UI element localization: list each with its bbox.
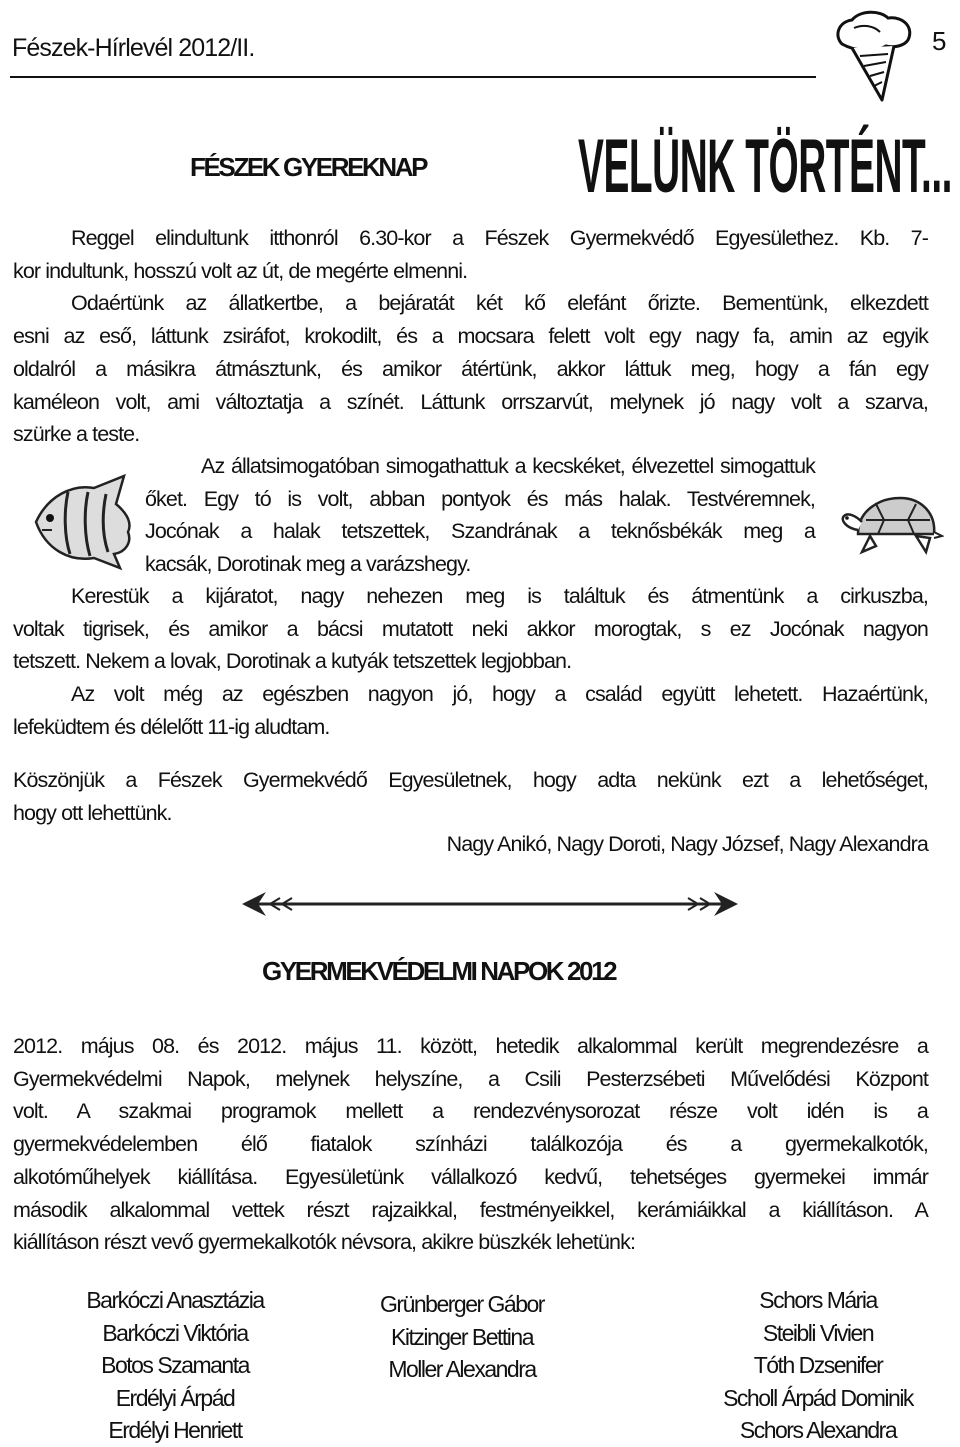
article-title: FÉSZEK GYEREKNAP [190,152,427,182]
body-line: Reggel elindultunk itthonról 6.30-kor a Fészek Gyermekvédő Egyesülethez. Kb. 7- [71,226,928,250]
name-item: Tóth Dzsenifer [753,1352,883,1378]
body-line: második alkalommal vettek részt rajzaikkal, festményeikkel, kerámiáikkal a kiállításon. A [13,1197,928,1222]
signature: Nagy Anikó, Nagy Doroti, Nagy József, Nagy Alexandra [446,832,928,856]
name-item: Grünberger Gábor [380,1291,544,1317]
body-line: szürke a teste. [13,422,140,447]
body-line: alkotóműhelyek kiállítása. Egyesületünk vállalkozó kedvű, tehetséges gyermekei immár [13,1164,928,1189]
article-body [13,1030,928,1259]
body-line: gyermekvédelemben élő fiatalok színházi találkozója és a gyermekalkotók, [13,1132,928,1157]
article-body-indented [145,450,815,581]
name-item: Schors Alexandra [739,1417,897,1443]
article-body [13,222,928,451]
body-line: őket. Egy tó is volt, abban pontyok és más halak. Testvéremnek, [145,486,815,511]
body-line: 2012. május 08. és 2012. május 11. között, hetedik alkalommal került megrendezésre a [13,1034,928,1058]
article-title: GYERMEKVÉDELMI NAPOK 2012 [262,956,616,986]
body-line: Az állatsimogatóban simogathattuk a kecskéket, élvezettel simogattuk [201,454,815,478]
section-banner [576,118,956,202]
ice-cream-icon [824,6,924,106]
body-line: Köszönjük a Fészek Gyermekvédő Egyesületnek, hogy adta nekünk ezt a lehetőséget, [13,768,928,792]
name-item: Schors Mária [759,1287,877,1313]
body-line: Kerestük a kijáratot, nagy nehezen meg is találtuk és átmentünk a cirkuszba, [71,584,928,608]
body-line: Odaértünk az állatkertbe, a bejáratát két kő elefánt őrizte. Bementünk, elkezdett [71,291,928,316]
names-column-1 [55,1284,295,1447]
names-column-3 [700,1284,936,1447]
thanks-paragraph [13,764,928,829]
body-line: kiállításon részt vevő gyermekalkotók névsora, akikre büszkék lehetünk: [13,1230,636,1255]
name-item: Scholl Árpád Dominik [723,1384,913,1411]
names-column-2 [352,1288,572,1386]
body-line: volt. A szakmai programok mellett a rendezvénysorozat része volt idén is a [13,1099,928,1124]
name-item: Erdélyi Henriett [108,1417,242,1443]
header-rule [10,76,816,78]
name-item: Kitzinger Bettina [391,1323,533,1350]
body-line: kacsák, Dorotinak meg a varázshegy. [145,552,471,577]
newsletter-title: Fészek-Hírlevél 2012/II. [12,34,255,62]
name-item: Steibli Vivien [762,1319,874,1346]
body-line: Jocónak a halak tetszettek, Szandrának a teknősbékák meg a [145,519,815,544]
body-line: Az volt még az egészben nagyon jó, hogy a család együtt lehetett. Hazaértünk, [71,682,928,707]
body-line: kaméleon volt, ami változtatja a színét. Láttunk orrszarvút, melynek jó nagy volt a szarva, [13,389,928,414]
name-item: Moller Alexandra [388,1356,536,1382]
angelfish-icon [28,470,140,572]
name-item: Barkóczi Anasztázia [86,1287,264,1313]
arrow-divider-icon [240,888,740,920]
article-body-continued [13,580,928,744]
body-line: hogy ott lehettünk. [13,800,172,825]
name-item: Erdélyi Árpád [115,1384,235,1411]
name-item: Botos Szamanta [101,1352,249,1378]
body-line: kor indultunk, hosszú volt az út, de megérte elmenni. [13,258,468,283]
turtle-icon [836,490,944,562]
body-line: esni az eső, láttunk zsiráfot, krokodilt, és a mocsara felett volt egy nagy fa, amin az egyik [13,324,928,349]
body-line: voltak tigrisek, és amikor a bácsi mutatott neki akkor morogtak, s ez Jocónak nagyon [13,616,928,641]
body-line: oldalról a másikra átmásztunk, és amikor átértünk, akkor láttuk meg, hogy a fán egy [13,356,928,381]
body-line: Gyermekvédelmi Napok, melynek helyszíne, a Csili Pesterzsébeti Művelődési Központ [13,1066,928,1091]
page-number: 5 [932,26,946,56]
name-item: Barkóczi Viktória [102,1319,248,1346]
body-line: tetszett. Nekem a lovak, Dorotinak a kutyák tetszettek legjobban. [13,649,572,674]
section-banner-text: VELÜNK TÖRTÉNT... [578,124,952,202]
body-line: lefeküdtem és délelőtt 11-ig aludtam. [13,714,330,739]
